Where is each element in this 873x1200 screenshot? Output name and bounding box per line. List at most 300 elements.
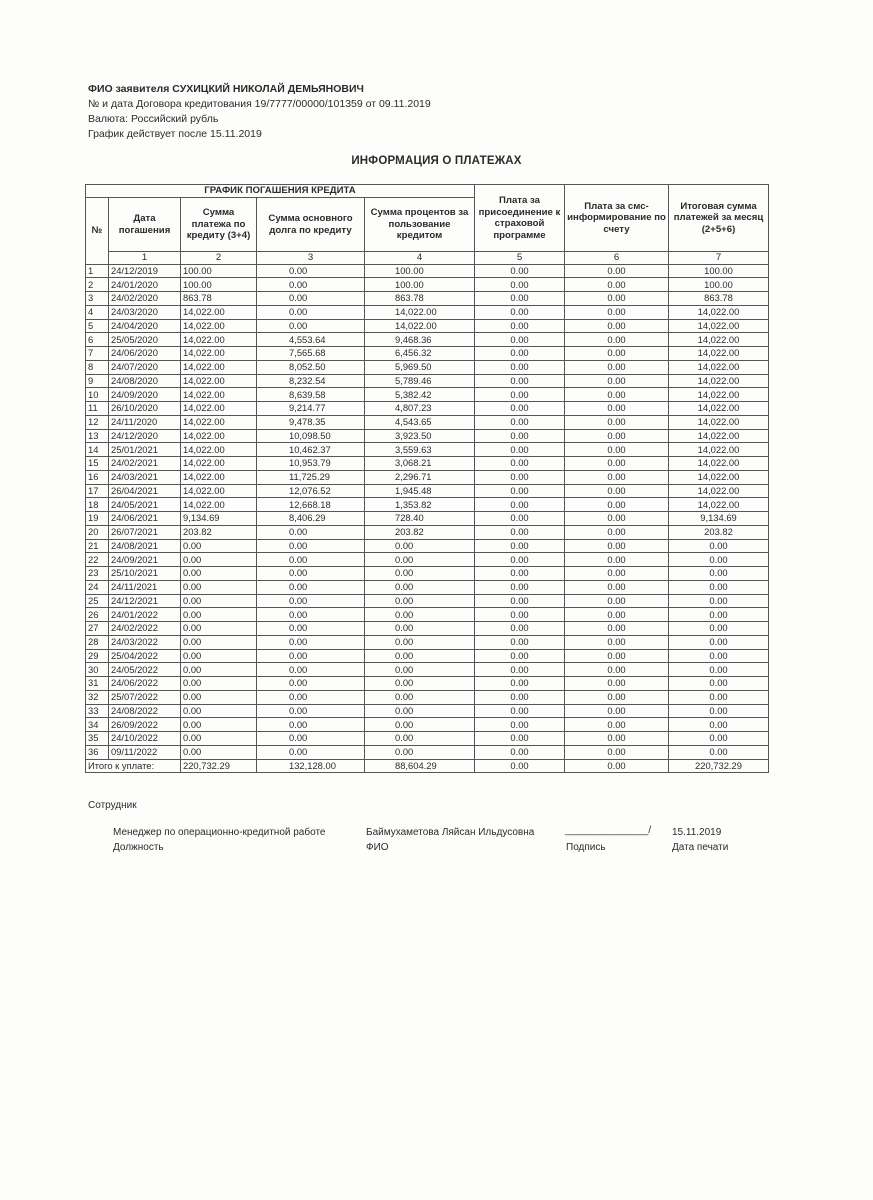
col-header-4: Сумма процентов за пользование кредитом [365, 198, 475, 252]
amount-cell: 0.00 [181, 539, 257, 553]
table-row [86, 690, 769, 704]
amount-cell: 14,022.00 [181, 360, 257, 374]
print-date-caption: Дата печати [672, 842, 729, 853]
amount-cell: 0.00 [475, 539, 565, 553]
amount-cell: 0.00 [669, 580, 769, 594]
amount-cell: 0.00 [181, 622, 257, 636]
amount-cell: 0.00 [565, 690, 669, 704]
amount-cell: 0.00 [475, 402, 565, 416]
amount-cell: 0.00 [257, 525, 365, 539]
amount-cell: 2,296.71 [365, 470, 475, 484]
amount-cell: 0.00 [669, 635, 769, 649]
amount-cell: 0.00 [257, 580, 365, 594]
amount-cell: 0.00 [565, 292, 669, 306]
payment-date: 24/11/2021 [109, 580, 181, 594]
amount-cell: 11,725.29 [257, 470, 365, 484]
amount-cell: 14,022.00 [181, 388, 257, 402]
amount-cell: 0.00 [475, 732, 565, 746]
amount-cell: 0.00 [565, 484, 669, 498]
amount-cell: 0.00 [475, 319, 565, 333]
print-date: 15.11.2019 [672, 827, 722, 838]
amount-cell: 0.00 [475, 388, 565, 402]
row-number: 6 [86, 333, 109, 347]
amount-cell: 0.00 [565, 704, 669, 718]
payment-date: 09/11/2022 [109, 745, 181, 759]
col-header-1: Дата погашения [109, 198, 181, 252]
amount-cell: 0.00 [565, 512, 669, 526]
amount-cell: 0.00 [565, 305, 669, 319]
amount-cell: 0.00 [475, 278, 565, 292]
employee-name: Баймухаметова Ляйсан Ильдусовна [366, 827, 535, 838]
payment-date: 24/09/2020 [109, 388, 181, 402]
table-row [86, 333, 769, 347]
row-number: 16 [86, 470, 109, 484]
amount-cell: 0.00 [257, 567, 365, 581]
amount-cell: 3,923.50 [365, 429, 475, 443]
amount-cell: 0.00 [565, 718, 669, 732]
group-header: ГРАФИК ПОГАШЕНИЯ КРЕДИТА [86, 185, 475, 198]
col-header-2: Сумма платежа по кредиту (3+4) [181, 198, 257, 252]
amount-cell: 0.00 [565, 594, 669, 608]
amount-cell: 100.00 [365, 278, 475, 292]
amount-cell: 12,668.18 [257, 498, 365, 512]
row-number: 14 [86, 443, 109, 457]
amount-cell: 0.00 [475, 443, 565, 457]
total-cell: 88,604.29 [365, 759, 475, 773]
amount-cell: 0.00 [669, 539, 769, 553]
row-number: 34 [86, 718, 109, 732]
amount-cell: 8,052.50 [257, 360, 365, 374]
contract-line: № и дата Договора кредитования 19/7777/00000/101359 от 09.11.2019 [88, 98, 431, 110]
amount-cell: 14,022.00 [181, 333, 257, 347]
payment-date: 24/10/2022 [109, 732, 181, 746]
employee-label: Сотрудник [88, 800, 137, 811]
amount-cell: 0.00 [475, 360, 565, 374]
amount-cell: 14,022.00 [669, 415, 769, 429]
amount-cell: 100.00 [181, 264, 257, 278]
amount-cell: 0.00 [181, 635, 257, 649]
amount-cell: 0.00 [365, 663, 475, 677]
amount-cell: 0.00 [475, 649, 565, 663]
payment-date: 24/04/2020 [109, 319, 181, 333]
payment-date: 24/08/2021 [109, 539, 181, 553]
amount-cell: 0.00 [257, 305, 365, 319]
table-row [86, 470, 769, 484]
amount-cell: 0.00 [257, 663, 365, 677]
amount-cell: 0.00 [565, 278, 669, 292]
row-number: 29 [86, 649, 109, 663]
amount-cell: 0.00 [257, 539, 365, 553]
col-number: 6 [565, 252, 669, 265]
payment-date: 25/05/2020 [109, 333, 181, 347]
amount-cell: 9,134.69 [669, 512, 769, 526]
payment-date: 24/01/2022 [109, 608, 181, 622]
amount-cell: 3,068.21 [365, 457, 475, 471]
payment-date: 26/04/2021 [109, 484, 181, 498]
table-row [86, 649, 769, 663]
amount-cell: 0.00 [257, 553, 365, 567]
currency-line: Валюта: Российский рубль [88, 113, 219, 125]
table-row [86, 663, 769, 677]
table-row [86, 278, 769, 292]
amount-cell: 14,022.00 [669, 457, 769, 471]
amount-cell: 0.00 [475, 567, 565, 581]
amount-cell: 0.00 [475, 415, 565, 429]
amount-cell: 0.00 [257, 622, 365, 636]
amount-cell: 0.00 [365, 580, 475, 594]
payment-date: 24/11/2020 [109, 415, 181, 429]
row-number: 1 [86, 264, 109, 278]
row-number: 21 [86, 539, 109, 553]
amount-cell: 5,969.50 [365, 360, 475, 374]
col-header-5: Плата за присоединение к страховой программе [475, 185, 565, 252]
table-row [86, 512, 769, 526]
amount-cell: 0.00 [475, 553, 565, 567]
amount-cell: 0.00 [669, 745, 769, 759]
row-number: 30 [86, 663, 109, 677]
amount-cell: 0.00 [181, 594, 257, 608]
amount-cell: 863.78 [181, 292, 257, 306]
amount-cell: 0.00 [475, 305, 565, 319]
table-row [86, 457, 769, 471]
amount-cell: 0.00 [257, 732, 365, 746]
amount-cell: 0.00 [257, 594, 365, 608]
row-number: 33 [86, 704, 109, 718]
table-row [86, 745, 769, 759]
amount-cell: 0.00 [475, 635, 565, 649]
amount-cell: 14,022.00 [181, 347, 257, 361]
payment-date: 24/05/2022 [109, 663, 181, 677]
amount-cell: 4,553.64 [257, 333, 365, 347]
amount-cell: 5,789.46 [365, 374, 475, 388]
payment-date: 24/02/2022 [109, 622, 181, 636]
amount-cell: 100.00 [181, 278, 257, 292]
amount-cell: 0.00 [669, 718, 769, 732]
row-number: 25 [86, 594, 109, 608]
row-number: 24 [86, 580, 109, 594]
amount-cell: 0.00 [475, 690, 565, 704]
row-number: 9 [86, 374, 109, 388]
amount-cell: 0.00 [565, 429, 669, 443]
amount-cell: 0.00 [565, 732, 669, 746]
amount-cell: 0.00 [565, 347, 669, 361]
row-number: 20 [86, 525, 109, 539]
table-row [86, 264, 769, 278]
row-number: 32 [86, 690, 109, 704]
amount-cell: 1,945.48 [365, 484, 475, 498]
amount-cell: 203.82 [365, 525, 475, 539]
amount-cell: 14,022.00 [669, 388, 769, 402]
total-cell: 132,128.00 [257, 759, 365, 773]
row-number: 3 [86, 292, 109, 306]
amount-cell: 0.00 [669, 649, 769, 663]
table-row [86, 305, 769, 319]
amount-cell: 863.78 [365, 292, 475, 306]
amount-cell: 0.00 [475, 292, 565, 306]
payment-date: 25/10/2021 [109, 567, 181, 581]
amount-cell: 14,022.00 [365, 319, 475, 333]
amount-cell: 0.00 [565, 388, 669, 402]
table-row [86, 388, 769, 402]
amount-cell: 0.00 [181, 704, 257, 718]
amount-cell: 0.00 [257, 319, 365, 333]
payment-date: 24/02/2021 [109, 457, 181, 471]
amount-cell: 0.00 [669, 567, 769, 581]
amount-cell: 0.00 [475, 264, 565, 278]
total-cell: 220,732.29 [669, 759, 769, 773]
amount-cell: 0.00 [181, 718, 257, 732]
amount-cell: 0.00 [475, 457, 565, 471]
amount-cell: 0.00 [565, 264, 669, 278]
payment-date: 24/12/2019 [109, 264, 181, 278]
amount-cell: 0.00 [669, 553, 769, 567]
table-row [86, 374, 769, 388]
amount-cell: 100.00 [669, 264, 769, 278]
row-number: 13 [86, 429, 109, 443]
table-row [86, 525, 769, 539]
row-number: 35 [86, 732, 109, 746]
amount-cell: 0.00 [565, 677, 669, 691]
amount-cell: 0.00 [365, 567, 475, 581]
amount-cell: 14,022.00 [669, 402, 769, 416]
amount-cell: 0.00 [365, 677, 475, 691]
amount-cell: 12,076.52 [257, 484, 365, 498]
amount-cell: 0.00 [565, 360, 669, 374]
total-cell: 0.00 [565, 759, 669, 773]
amount-cell: 0.00 [365, 718, 475, 732]
amount-cell: 10,098.50 [257, 429, 365, 443]
payment-date: 26/10/2020 [109, 402, 181, 416]
amount-cell: 3,559.63 [365, 443, 475, 457]
amount-cell: 0.00 [181, 690, 257, 704]
amount-cell: 14,022.00 [669, 470, 769, 484]
amount-cell: 0.00 [365, 622, 475, 636]
amount-cell: 0.00 [475, 704, 565, 718]
table-row [86, 347, 769, 361]
payment-date: 25/04/2022 [109, 649, 181, 663]
amount-cell: 0.00 [565, 457, 669, 471]
amount-cell: 0.00 [475, 347, 565, 361]
amount-cell: 14,022.00 [669, 333, 769, 347]
amount-cell: 14,022.00 [669, 374, 769, 388]
row-number: 36 [86, 745, 109, 759]
row-number: 27 [86, 622, 109, 636]
position-caption: Должность [113, 842, 164, 853]
amount-cell: 0.00 [475, 484, 565, 498]
amount-cell: 0.00 [475, 580, 565, 594]
amount-cell: 9,134.69 [181, 512, 257, 526]
amount-cell: 14,022.00 [669, 305, 769, 319]
row-number: 22 [86, 553, 109, 567]
col-header-0: № [86, 198, 109, 265]
payment-date: 26/07/2021 [109, 525, 181, 539]
table-row [86, 415, 769, 429]
applicant-line: ФИО заявителя СУХИЦКИЙ НИКОЛАЙ ДЕМЬЯНОВИЧ [88, 83, 364, 95]
row-number: 10 [86, 388, 109, 402]
amount-cell: 0.00 [565, 539, 669, 553]
amount-cell: 14,022.00 [181, 305, 257, 319]
amount-cell: 6,456.32 [365, 347, 475, 361]
col-number: 7 [669, 252, 769, 265]
amount-cell: 0.00 [475, 470, 565, 484]
amount-cell: 0.00 [475, 608, 565, 622]
amount-cell: 0.00 [565, 525, 669, 539]
payment-date: 24/01/2020 [109, 278, 181, 292]
amount-cell: 0.00 [365, 539, 475, 553]
payment-date: 24/05/2021 [109, 498, 181, 512]
payment-date: 24/08/2020 [109, 374, 181, 388]
amount-cell: 14,022.00 [669, 484, 769, 498]
row-number: 8 [86, 360, 109, 374]
amount-cell: 0.00 [365, 608, 475, 622]
signature-line: _______________/ [565, 825, 652, 836]
amount-cell: 0.00 [365, 635, 475, 649]
amount-cell: 0.00 [181, 580, 257, 594]
amount-cell: 9,478.35 [257, 415, 365, 429]
amount-cell: 0.00 [565, 567, 669, 581]
payment-date: 25/07/2022 [109, 690, 181, 704]
amount-cell: 0.00 [565, 402, 669, 416]
amount-cell: 14,022.00 [181, 402, 257, 416]
row-number: 7 [86, 347, 109, 361]
amount-cell: 0.00 [565, 663, 669, 677]
payment-date: 24/12/2020 [109, 429, 181, 443]
payment-date: 24/03/2022 [109, 635, 181, 649]
amount-cell: 14,022.00 [181, 498, 257, 512]
amount-cell: 0.00 [565, 622, 669, 636]
amount-cell: 0.00 [181, 745, 257, 759]
row-number: 2 [86, 278, 109, 292]
amount-cell: 0.00 [257, 704, 365, 718]
amount-cell: 14,022.00 [669, 443, 769, 457]
amount-cell: 14,022.00 [181, 457, 257, 471]
amount-cell: 0.00 [475, 745, 565, 759]
amount-cell: 0.00 [565, 333, 669, 347]
amount-cell: 0.00 [669, 663, 769, 677]
amount-cell: 14,022.00 [669, 347, 769, 361]
table-row [86, 292, 769, 306]
amount-cell: 0.00 [257, 278, 365, 292]
row-number: 12 [86, 415, 109, 429]
amount-cell: 0.00 [565, 635, 669, 649]
table-row [86, 580, 769, 594]
payment-date: 24/07/2020 [109, 360, 181, 374]
name-caption: ФИО [366, 842, 389, 853]
amount-cell: 0.00 [181, 608, 257, 622]
amount-cell: 0.00 [181, 567, 257, 581]
amount-cell: 7,565.68 [257, 347, 365, 361]
amount-cell: 14,022.00 [365, 305, 475, 319]
amount-cell: 0.00 [475, 512, 565, 526]
page-title: ИНФОРМАЦИЯ О ПЛАТЕЖАХ [351, 155, 522, 167]
amount-cell: 0.00 [475, 525, 565, 539]
amount-cell: 14,022.00 [181, 429, 257, 443]
amount-cell: 0.00 [565, 374, 669, 388]
payment-date: 25/01/2021 [109, 443, 181, 457]
table-row [86, 319, 769, 333]
position-value: Менеджер по операционно-кредитной работе [113, 827, 326, 838]
amount-cell: 9,468.36 [365, 333, 475, 347]
signature-caption: Подпись [566, 842, 606, 853]
row-number: 26 [86, 608, 109, 622]
amount-cell: 10,953.79 [257, 457, 365, 471]
amount-cell: 0.00 [669, 732, 769, 746]
payment-schedule-table [85, 184, 769, 773]
col-number: 1 [109, 252, 181, 265]
amount-cell: 14,022.00 [669, 360, 769, 374]
row-number: 17 [86, 484, 109, 498]
amount-cell: 0.00 [181, 649, 257, 663]
amount-cell: 0.00 [257, 718, 365, 732]
table-row [86, 622, 769, 636]
table-row [86, 429, 769, 443]
amount-cell: 0.00 [669, 594, 769, 608]
amount-cell: 0.00 [475, 663, 565, 677]
amount-cell: 0.00 [475, 429, 565, 443]
amount-cell: 0.00 [565, 608, 669, 622]
amount-cell: 0.00 [365, 732, 475, 746]
payment-date: 24/08/2022 [109, 704, 181, 718]
amount-cell: 0.00 [669, 690, 769, 704]
amount-cell: 0.00 [365, 594, 475, 608]
amount-cell: 8,406.29 [257, 512, 365, 526]
amount-cell: 0.00 [475, 333, 565, 347]
row-number: 31 [86, 677, 109, 691]
amount-cell: 0.00 [181, 663, 257, 677]
amount-cell: 0.00 [257, 264, 365, 278]
amount-cell: 0.00 [565, 470, 669, 484]
amount-cell: 0.00 [565, 553, 669, 567]
table-row [86, 594, 769, 608]
total-cell: 0.00 [475, 759, 565, 773]
amount-cell: 0.00 [565, 415, 669, 429]
amount-cell: 0.00 [365, 745, 475, 759]
row-number: 18 [86, 498, 109, 512]
amount-cell: 0.00 [565, 649, 669, 663]
payment-date: 24/03/2020 [109, 305, 181, 319]
row-number: 19 [86, 512, 109, 526]
amount-cell: 10,462.37 [257, 443, 365, 457]
amount-cell: 863.78 [669, 292, 769, 306]
table-row [86, 498, 769, 512]
amount-cell: 0.00 [565, 580, 669, 594]
schedule-body [86, 264, 769, 759]
amount-cell: 0.00 [257, 608, 365, 622]
row-number: 11 [86, 402, 109, 416]
amount-cell: 0.00 [565, 319, 669, 333]
amount-cell: 1,353.82 [365, 498, 475, 512]
amount-cell: 0.00 [475, 498, 565, 512]
amount-cell: 0.00 [669, 677, 769, 691]
table-row [86, 718, 769, 732]
amount-cell: 0.00 [669, 704, 769, 718]
amount-cell: 0.00 [565, 498, 669, 512]
payment-date: 24/06/2021 [109, 512, 181, 526]
col-header-3: Сумма основного долга по кредиту [257, 198, 365, 252]
table-row [86, 608, 769, 622]
payment-date: 24/09/2021 [109, 553, 181, 567]
amount-cell: 14,022.00 [181, 470, 257, 484]
amount-cell: 0.00 [257, 690, 365, 704]
amount-cell: 4,543.65 [365, 415, 475, 429]
table-row [86, 732, 769, 746]
table-row [86, 704, 769, 718]
amount-cell: 0.00 [475, 677, 565, 691]
amount-cell: 100.00 [669, 278, 769, 292]
payment-date: 24/03/2021 [109, 470, 181, 484]
amount-cell: 0.00 [181, 677, 257, 691]
total-cell: 220,732.29 [181, 759, 257, 773]
